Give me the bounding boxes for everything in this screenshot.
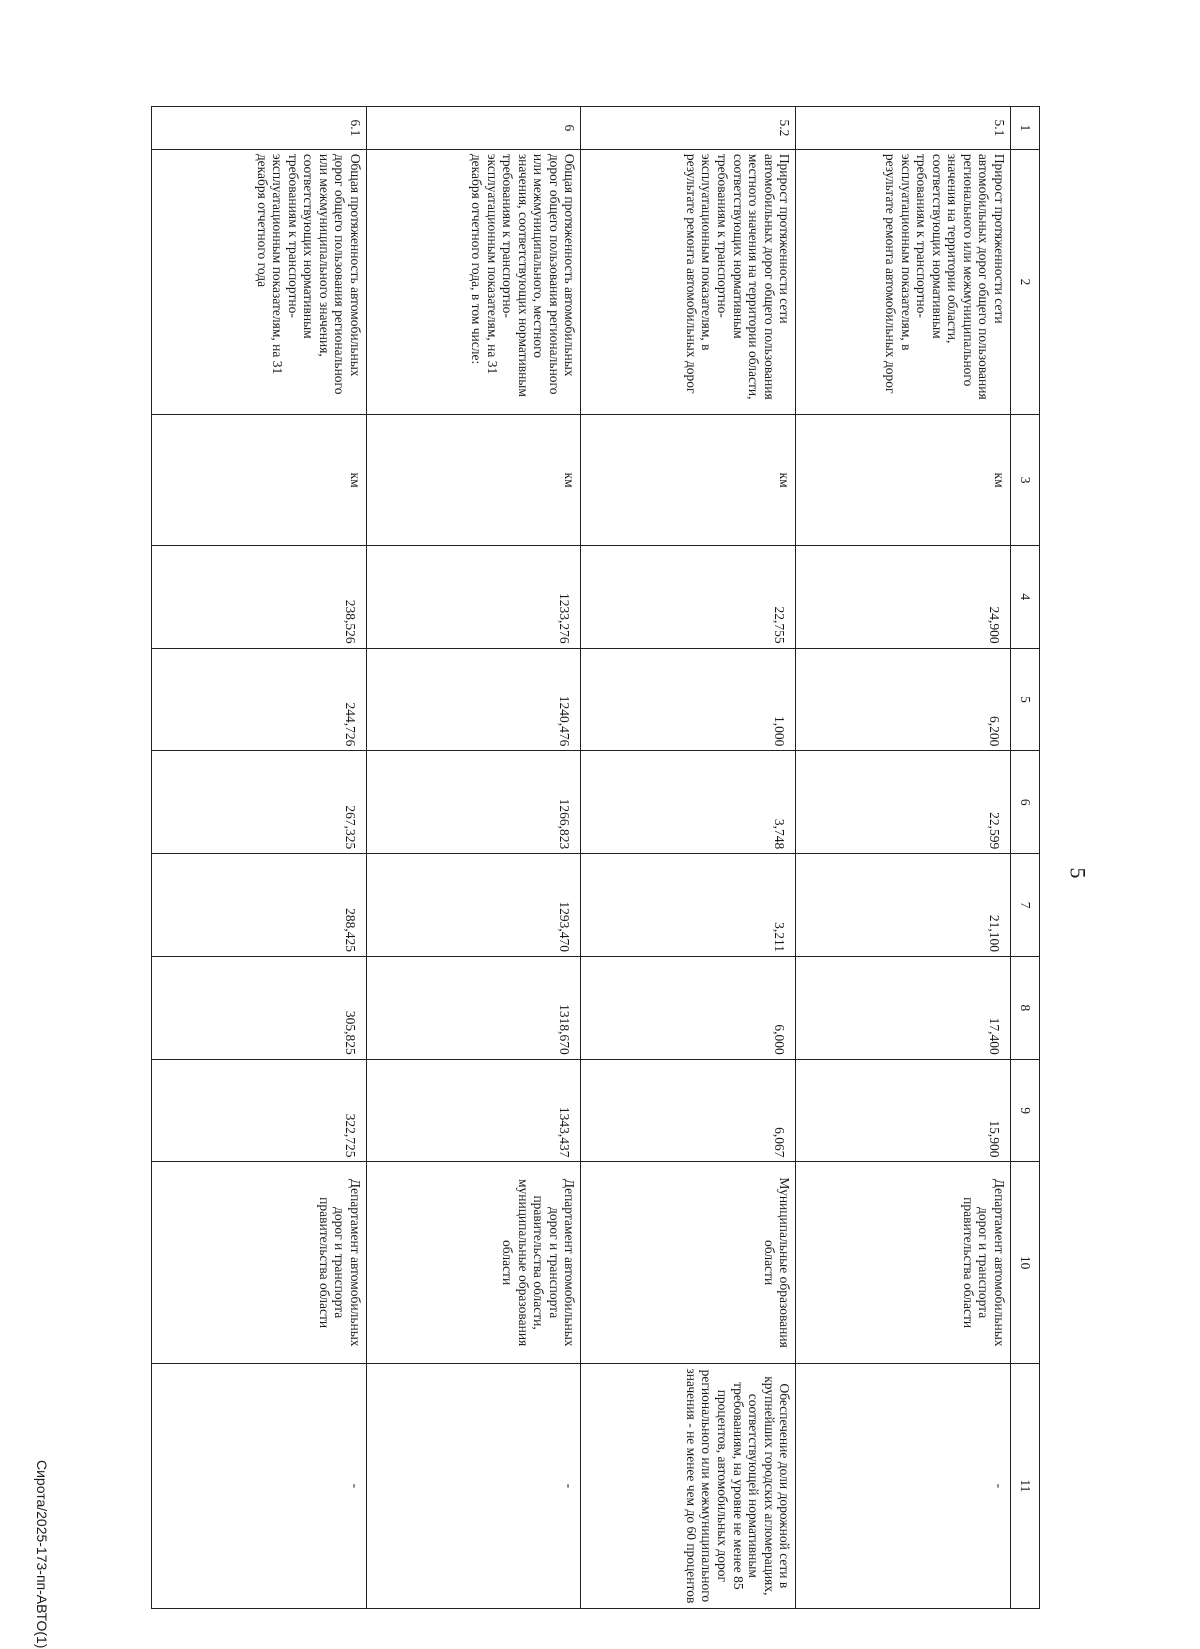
header-cell: 11 [1010,1363,1039,1608]
value-cell: 6,000 [581,956,796,1059]
responsible: Департамент автомобильных дорог и транспорта правительства области, муниципальные образования области [366,1162,581,1363]
result: Обеспечение доли дорожной сети в крупнейших городских агломерациях, соответствующей нормативным требованиям, на уровне не менее 85 процентов, автомобильных дорог регионального или межмуниципального значения - не менее чем до 60 процентов [581,1363,796,1608]
value-cell: 305,825 [152,956,367,1059]
value-cell: 1343,437 [366,1059,581,1162]
responsible: Департамент автомобильных дорог и транспорта правительства области [152,1162,367,1363]
unit: км [152,415,367,546]
row-index: 5.2 [581,107,796,150]
value-cell: 3,748 [581,751,796,854]
value-cell: 1293,470 [366,854,581,957]
indicator-name: Прирост протяженности сети автомобильных дорог общего пользования местного значения на территории области, соответствующих нормативным требованиям к транспортно-эксплуатационным показателям, в результате ремонта автомобильных дорог [581,149,796,414]
header-cell: 6 [1010,751,1039,854]
page-number: 5 [1065,867,1091,879]
header-cell: 5 [1010,648,1039,751]
row-index: 6 [366,107,581,150]
header-cell: 2 [1010,149,1039,414]
table-row [152,107,367,1609]
unit: км [796,415,1011,546]
responsible: Департамент автомобильных дорог и транспорта правительства области [796,1162,1011,1363]
value-cell: 21,100 [796,854,1011,957]
table-row [796,107,1011,1609]
value-cell: 6,200 [796,648,1011,751]
header-cell: 8 [1010,956,1039,1059]
value-cell: 24,900 [796,545,1011,648]
unit: км [366,415,581,546]
unit: км [581,415,796,546]
value-cell: 15,900 [796,1059,1011,1162]
value-cell: 322,725 [152,1059,367,1162]
header-cell: 3 [1010,415,1039,546]
table-row [366,107,581,1609]
result: - [366,1363,581,1608]
value-cell: 22,599 [796,751,1011,854]
document-footer: Сирота/2025-173-пп-АВТО(1) [34,1460,50,1649]
row-index: 5.1 [796,107,1011,150]
value-cell: 1266,823 [366,751,581,854]
value-cell: 6,067 [581,1059,796,1162]
header-cell: 4 [1010,545,1039,648]
table-row [581,107,796,1609]
value-cell: 1233,276 [366,545,581,648]
value-cell: 3,211 [581,854,796,957]
indicators-table-wrapper [151,106,1040,1609]
value-cell: 22,755 [581,545,796,648]
value-cell: 1318,670 [366,956,581,1059]
indicator-name: Прирост протяженности сети автомобильных дорог общего пользования регионального или межмуниципального значения на территории области, соответствующих нормативным требованиям к транспортно-эксплуатационным показателям, в результате ремонта автомобильных дорог [796,149,1011,414]
header-cell: 1 [1010,107,1039,150]
header-cell: 10 [1010,1162,1039,1363]
indicators-table [151,106,1040,1609]
value-cell: 238,526 [152,545,367,648]
indicator-name: Общая протяженность автомобильных дорог общего пользования регионального или межмуниципального значения, соответствующих нормативным требованиям к транспортно-эксплуатационным показателям, на 31 декабря отчетного года [152,149,367,414]
value-cell: 1,000 [581,648,796,751]
responsible: Муниципальные образования области [581,1162,796,1363]
header-cell: 7 [1010,854,1039,957]
value-cell: 1240,476 [366,648,581,751]
result: - [152,1363,367,1608]
header-row [1010,107,1039,1609]
indicator-name: Общая протяженность автомобильных дорог общего пользования регионального или межмуниципального, местного значения, соответствующих нормативным требованиям к транспортно-эксплуатационным показателям, на 31 декабря отчетного года, в том числе: [366,149,581,414]
result: - [796,1363,1011,1608]
row-index: 6.1 [152,107,367,150]
value-cell: 17,400 [796,956,1011,1059]
value-cell: 244,726 [152,648,367,751]
value-cell: 288,425 [152,854,367,957]
header-cell: 9 [1010,1059,1039,1162]
value-cell: 267,325 [152,751,367,854]
